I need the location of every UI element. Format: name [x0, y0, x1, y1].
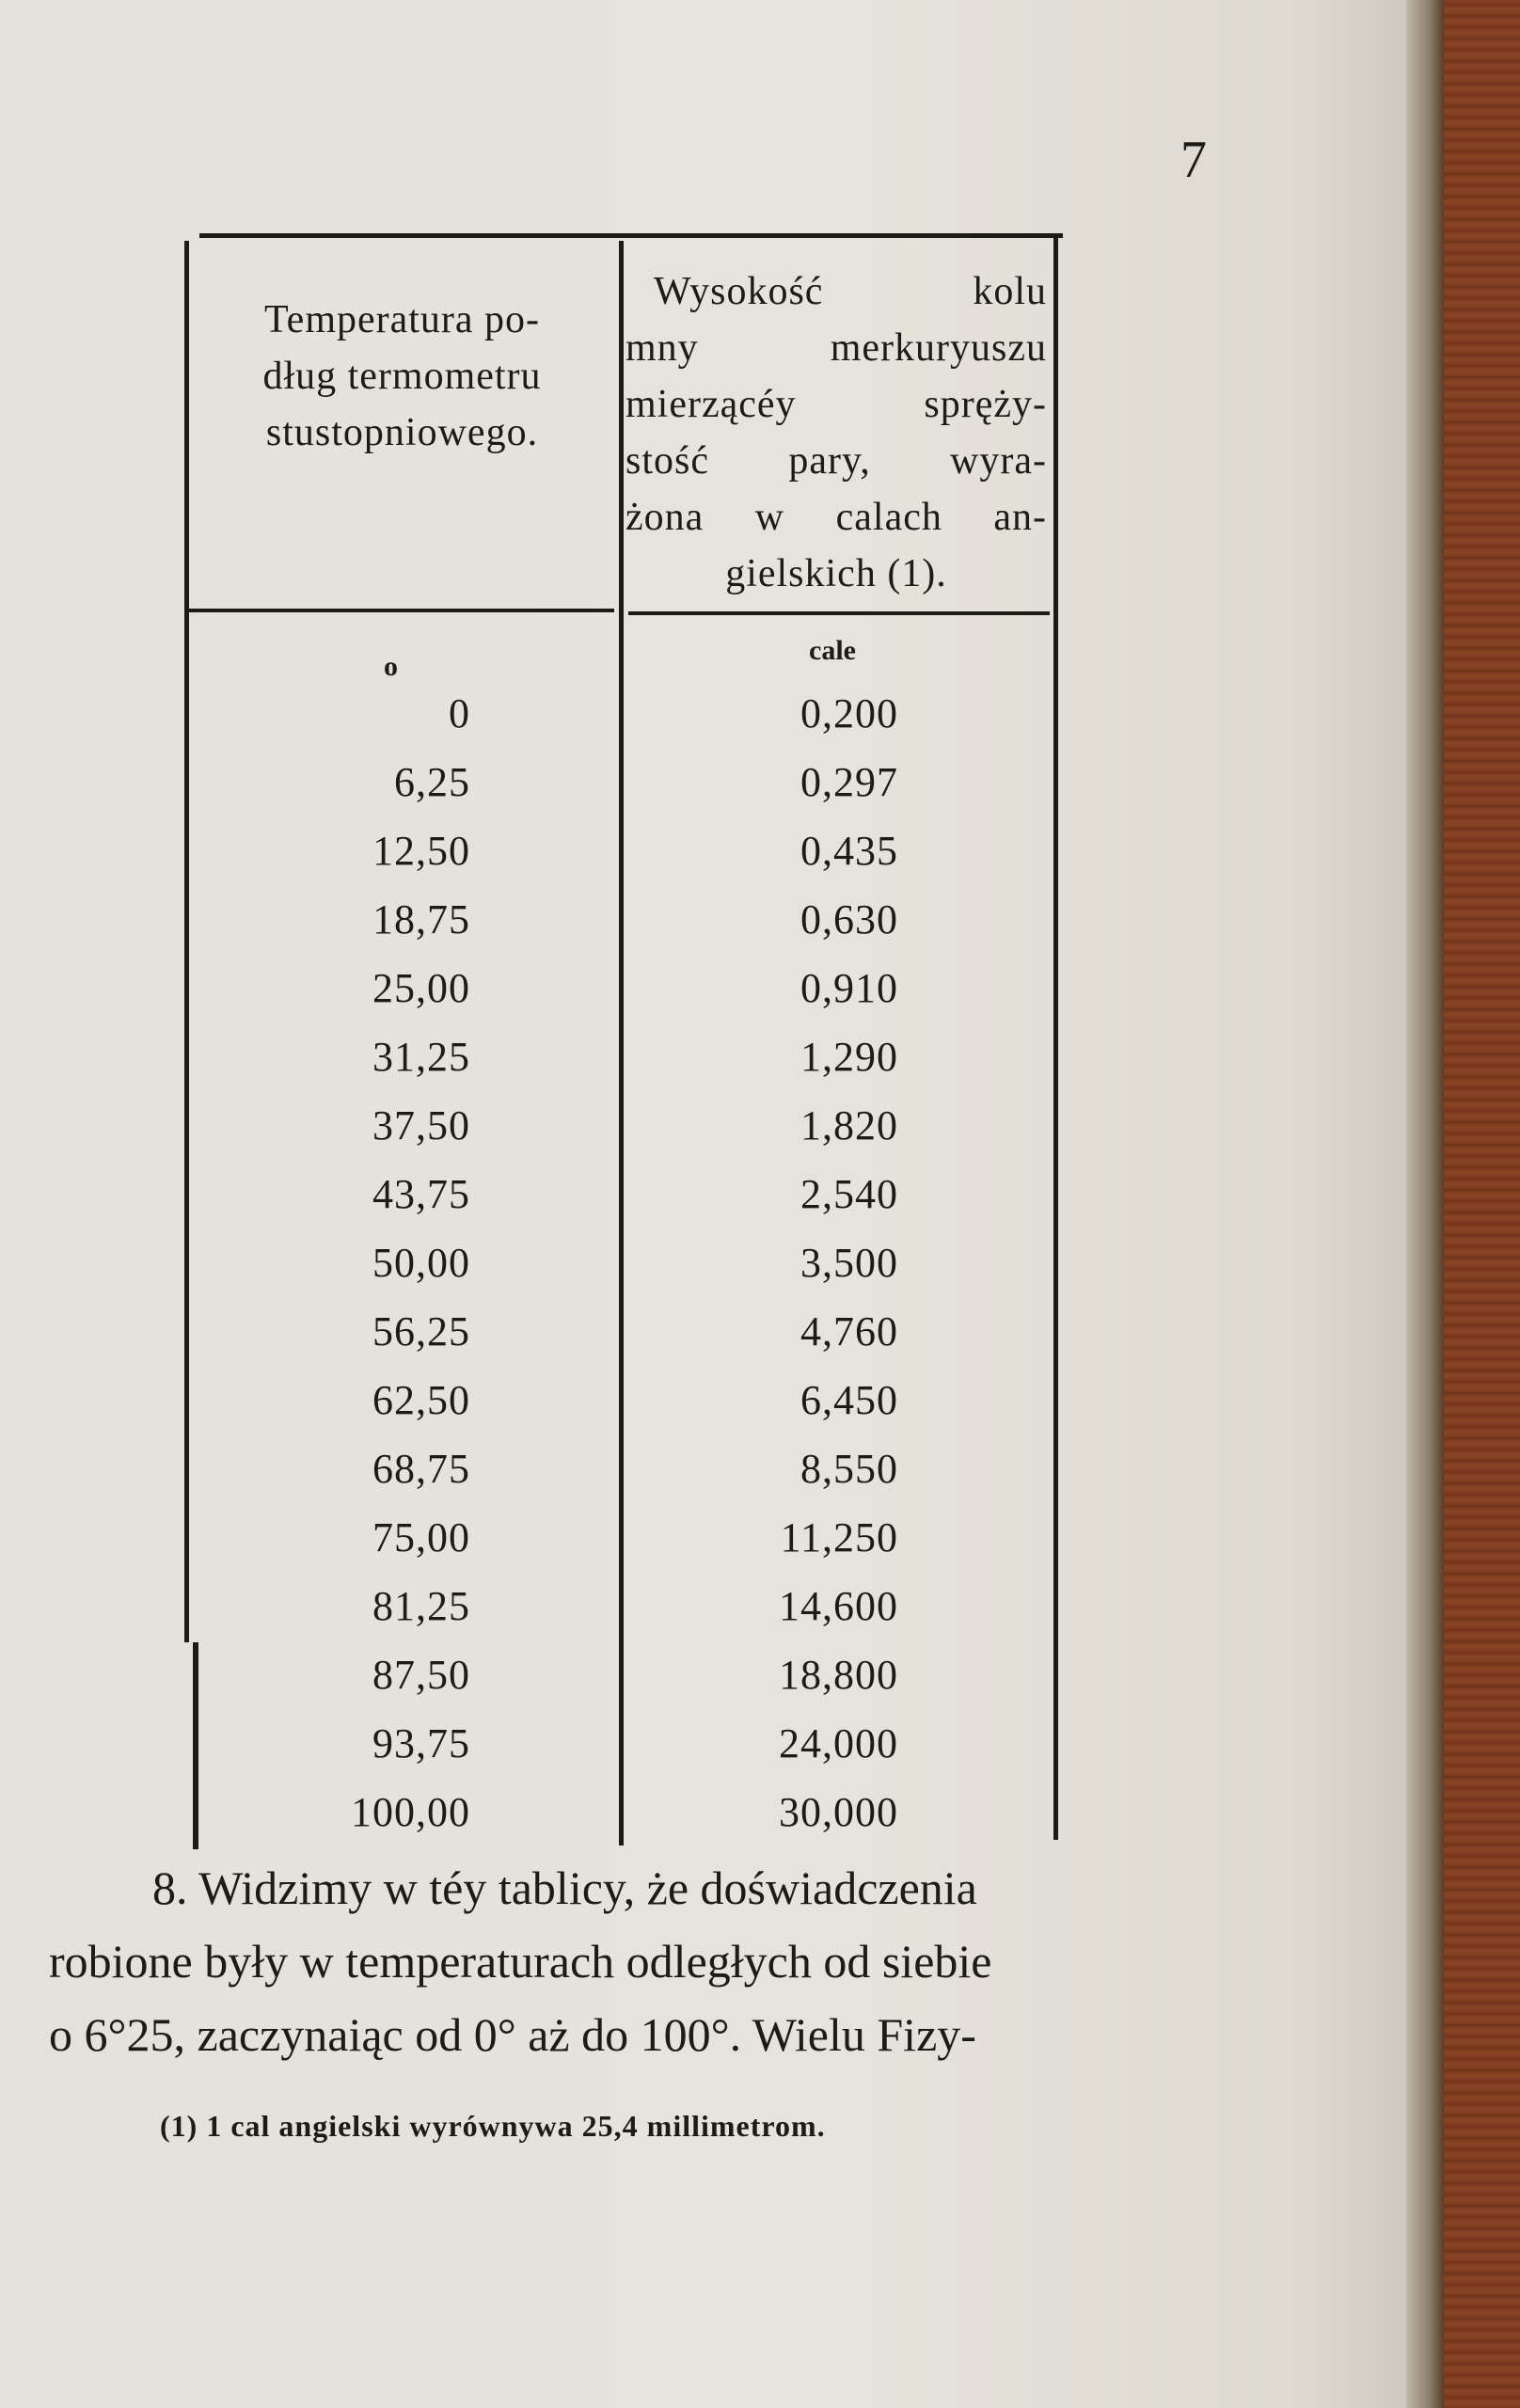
header-mercury-line: mierzącéy spręży-	[625, 383, 1047, 426]
table-cell-temp: 87,50	[372, 1652, 470, 1698]
table-cell-temp: 6,25	[394, 759, 470, 805]
table-cell-temp: 68,75	[372, 1446, 470, 1492]
header-temperature-line: dług termometru	[262, 355, 542, 398]
header-mercury-line: gielskich (1).	[725, 552, 947, 595]
table-cell-height: 0,910	[800, 965, 898, 1011]
table-cell-height: 1,820	[800, 1102, 898, 1149]
table-cell-height: 4,760	[800, 1308, 898, 1354]
table-cell-height: 0,297	[800, 759, 898, 805]
table-cell-temp: 12,50	[372, 828, 470, 874]
table-cell-temp: 75,00	[372, 1514, 470, 1560]
page-edge	[1406, 0, 1444, 2408]
table-cell-height: 18,800	[779, 1652, 898, 1698]
header-temperature-line: stustopniowego.	[265, 411, 539, 454]
table-cell-temp: 50,00	[372, 1240, 470, 1286]
table-cell-temp: 43,75	[372, 1171, 470, 1217]
table-header-rule-right	[628, 611, 1050, 615]
table-cell-temp: 37,50	[372, 1102, 470, 1149]
table-cell-temp: 25,00	[372, 965, 470, 1011]
body-paragraph	[49, 1851, 1206, 2071]
paragraph-line: 8. Widzimy w téy tablicy, że doświadczenia	[152, 1861, 977, 1914]
table-cell-height: 0,435	[800, 828, 898, 874]
paragraph-line: o 6°25, zaczynaiąc od 0° aż do 100°. Wielu Fizy-	[49, 2008, 976, 2061]
table-cell-height: 24,000	[779, 1720, 898, 1766]
header-temperature-line: Temperatura po-	[263, 298, 541, 341]
header-mercury-line: żona w calach an-	[625, 496, 1047, 539]
table-cell-height: 2,540	[800, 1171, 898, 1217]
paragraph-line: robione były w temperaturach odległych od siebie	[49, 1935, 992, 1988]
unit-degree: o	[384, 651, 398, 682]
table-cell-height: 30,000	[779, 1789, 898, 1835]
table-cell-temp: 18,75	[372, 896, 470, 943]
table-right-border	[1053, 235, 1058, 1840]
table-top-rule	[199, 233, 1063, 238]
table-cell-temp: 31,25	[372, 1034, 470, 1080]
book-cover	[1444, 0, 1520, 2408]
table-cell-height: 14,600	[779, 1583, 898, 1629]
table-cell-temp: 100,00	[351, 1789, 470, 1835]
header-mercury-height	[625, 263, 1047, 602]
header-mercury-line: Wysokość kolu	[654, 270, 1047, 313]
table-cell-temp: 81,25	[372, 1583, 470, 1629]
table-cell-height: 0,630	[800, 896, 898, 943]
page-number: 7	[1180, 131, 1207, 189]
table-header-rule-left	[186, 609, 614, 612]
table-cell-temp: 93,75	[372, 1720, 470, 1766]
table-cell-height: 1,290	[800, 1034, 898, 1080]
header-temperature	[193, 292, 611, 461]
table-cell-height: 8,550	[800, 1446, 898, 1492]
table-cell-temp: 0	[449, 690, 470, 737]
header-mercury-line: stość pary, wyra-	[625, 439, 1047, 483]
table-cell-height: 11,250	[780, 1514, 898, 1560]
unit-inches: cale	[809, 635, 856, 666]
table-cell-temp: 62,50	[372, 1377, 470, 1423]
table-cell-height: 6,450	[800, 1377, 898, 1423]
table-cell-height: 3,500	[800, 1240, 898, 1286]
table-cell-temp: 56,25	[372, 1308, 470, 1354]
header-mercury-line: mny merkuryuszu	[625, 326, 1047, 370]
footnote: (1) 1 cal angielski wyrównywa 25,4 millimetrom.	[160, 2109, 826, 2143]
table-cell-height: 0,200	[800, 690, 898, 737]
